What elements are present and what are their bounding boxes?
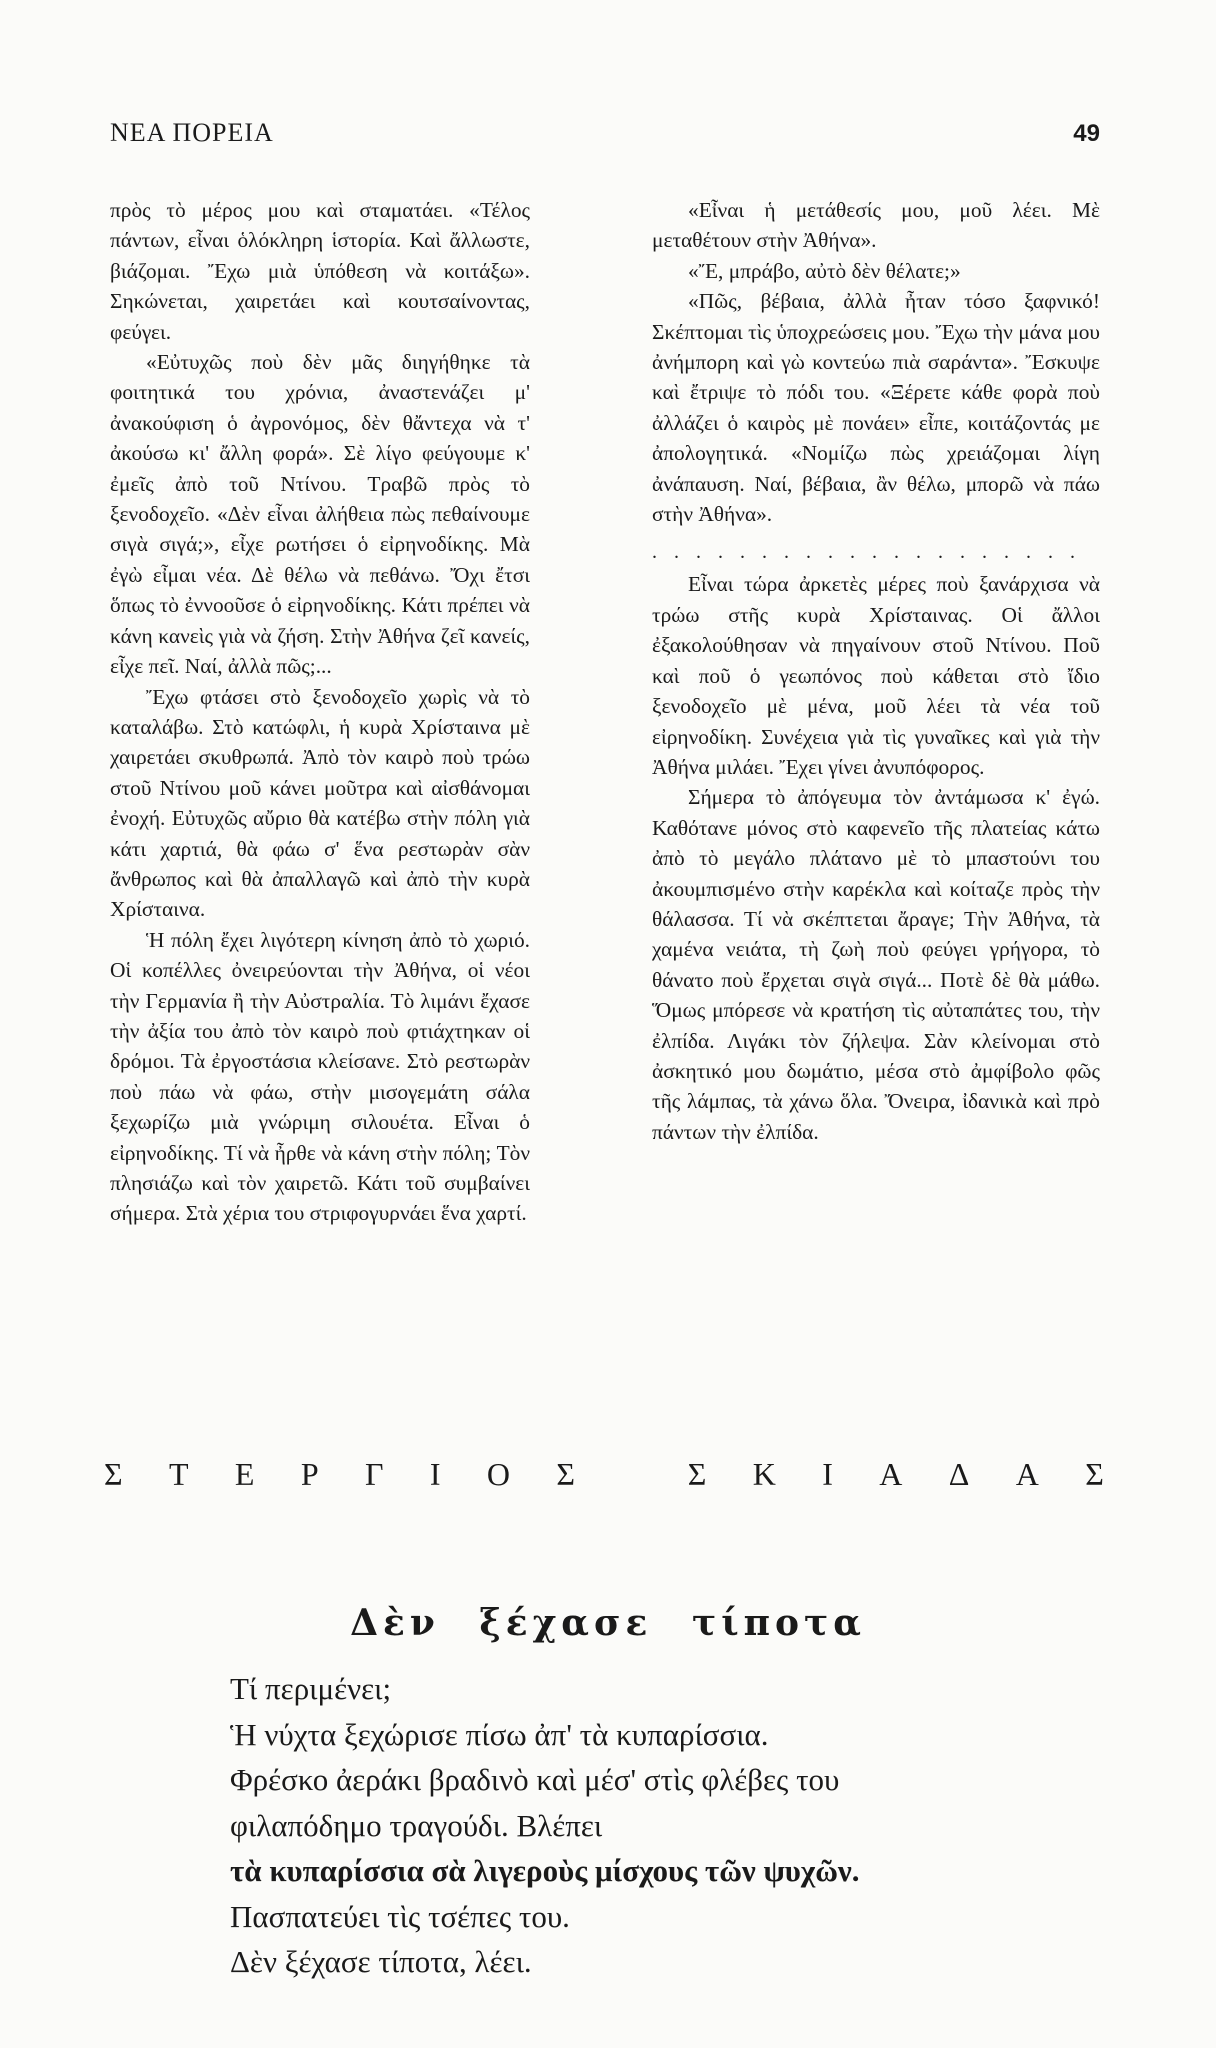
paragraph: Ἡ πόλη ἔχει λιγότερη κίνηση ἀπὸ τὸ χωριό. Οἱ κοπέλλες ὀνειρεύονται τὴν Ἀθήνα, οἱ νέοι τὴν Γερμανία ἢ τὴν Αὐστραλία. Τὸ λιμάνι ἔχασε τὴν ἀξία του ἀπὸ τὸν καιρὸ ποὺ φτιάχτηκαν οἱ δρόμοι. Τὰ ἐργοστάσια κλείσανε. Στὸ ρεστωρὰν ποὺ πάω νὰ φάω, στὴν μισογεμάτη σάλα ξεχωρίζω μιὰ γνώριμη σιλουέτα. Εἶναι ὁ εἰρηνοδίκης. Τί νὰ ἦρθε νὰ κάνη στὴν πόλη; Τὸν πλησιάζω καὶ τὸν χαιρετῶ. Κάτι τοῦ συμβαίνει σήμερα. Στὰ χέρια του στριφογυρνάει ἕνα χαρτί. bbox=[110, 927, 530, 1226]
paragraph: «Εὐτυχῶς ποὺ δὲν μᾶς διηγήθηκε τὰ φοιτητικά του χρόνια, ἀναστενάζει μ' ἀνακούφιση ὁ ἀγρονόμος, δὲν θἄντεχα νὰ τ' ἀκούσω κι' ἄλλη φορά». Σὲ λίγο φεύγουμε κ' ἐμεῖς ἀπὸ τοῦ Ντίνου. Τραβῶ πρὸς τὸ ξενοδοχεῖο. «Δὲν εἶναι ἀλήθεια πὼς πεθαίνουμε σιγὰ σιγά;», εἶχε ρωτήσει ὁ εἰρηνοδίκης. Μὰ ἐγὼ εἶμαι νέα. Δὲ θέλω νὰ πεθάνω. Ὄχι ἔτσι ὅπως τὸ ἐννοοῦσε ὁ εἰρηνοδίκης. Κάτι πρέπει νὰ κάνη κανεὶς γιὰ νὰ ζήση. Στὴν Ἀθήνα ζεῖ κανείς, εἶχε πεῖ. Ναί, ἀλλὰ πῶς;... bbox=[110, 350, 530, 679]
page-header bbox=[110, 118, 1100, 148]
author-letter: Ο bbox=[486, 1456, 511, 1492]
paragraph: Σήμερα τὸ ἀπόγευμα τὸν ἀντάμωσα κ' ἐγώ. Καθότανε μόνος στὸ καφενεῖο τῆς πλατείας κάτω ἀπὸ τὸ μεγάλο πλάτανο μὲ τὸ μπαστούνι του ἀκουμπισμένο στὴν καρέκλα καὶ κοίταζε πρὸς τὴν θάλασσα. Τί νὰ σκέπτεται ἄραγε; Τὴν Ἀθήνα, τὰ χαμένα νειάτα, τὴ ζωὴ ποὺ φεύγει γρήγορα, τὸ θάνατο ποὺ ἔρχεται σιγὰ σιγά... Ποτὲ δὲ θὰ μάθω. Ὅμως μπόρεσε νὰ κρατήση τὶς αὐταπάτες του, τὴν ἐλπίδα. Λιγάκι τὸν ζήλεψα. Σὰν κλείνομαι στὸ ἀσκητικό μου δωμάτιο, μέσα στὸ ἀμφίβολο φῶς τῆς λάμπας, τὰ χάνω ὅλα. Ὄνειρα, ἰδανικὰ καὶ πρὸ πάντων τὴν ἐλπίδα. bbox=[652, 785, 1100, 1144]
author-letter: Σ bbox=[1085, 1456, 1104, 1492]
author-letter: Ι bbox=[429, 1456, 441, 1492]
poem-title: Δὲν ξέχασε τίποτα bbox=[350, 1602, 866, 1644]
left-text-column bbox=[110, 195, 530, 1229]
poem-line: Φρέσκο ἀεράκι βραδινὸ καὶ μέσ' στὶς φλέβες του bbox=[230, 1762, 840, 1797]
author-letter: Ε bbox=[234, 1456, 255, 1492]
author-word-gap bbox=[621, 1456, 641, 1493]
page-number: 49 bbox=[1073, 120, 1100, 147]
poem-line: Πασπατεύει τὶς τσέπες του. bbox=[230, 1898, 570, 1934]
journal-title: ΝΕΑ ΠΟΡΕΙΑ bbox=[110, 118, 274, 147]
paragraph: Ἔχω φτάσει στὸ ξενοδοχεῖο χωρὶς νὰ τὸ καταλάβω. Στὸ κατώφλι, ἡ κυρὰ Χρίσταινα μὲ χαιρετάει σκυθρωπά. Ἀπὸ τὸν καιρὸ ποὺ τρώω στοῦ Ντίνου μοῦ κάνει μοῦτρα καὶ αἰσθάνομαι ἐνοχή. Εὐτυχῶς αὔριο θὰ κατέβω στὴν πόλη γιὰ κάτι χαρτιά, θὰ φάω σ' ἕνα ρεστωρὰν σὰν ἄνθρωπος καὶ θὰ ἀπαλλαγῶ καὶ ἀπὸ τὴν κυρὰ Χρίσταινα. bbox=[110, 684, 530, 922]
author-letter: Σ bbox=[687, 1456, 707, 1492]
author-letter: Σ bbox=[556, 1456, 576, 1492]
poem-line: φιλαπόδημο τραγούδι. Βλέπει bbox=[230, 1807, 603, 1843]
paragraph: «Πῶς, βέβαια, ἀλλὰ ἦταν τόσο ξαφνικό! Σκέπτομαι τὶς ὑποχρεώσεις μου. Ἔχω τὴν μάνα μου ἀνήμπορη καὶ γὼ κοντεύω πιὰ σαράντα». Ἔσκυψε καὶ ἔτριψε τὸ πόδι του. «Ξέρετε κάθε φορὰ ποὺ ἀλλάζει ὁ καιρὸς μὲ πονάει» εἶπε, κοιτάζοντάς με ἀπολογητικά. «Νομίζω πὼς χρειάζομαι λίγη ἀνάπαυση. Ναί, βέβαια, ἂν θέλω, μπορῶ νὰ πάω στὴν Ἀθήνα». bbox=[652, 289, 1100, 527]
right-text-column bbox=[652, 195, 1100, 1147]
author-letter: Γ bbox=[365, 1456, 384, 1492]
section-break-dots: . . . . . . . . . . . . . . . . . . . . bbox=[652, 541, 1081, 564]
author-letter: Α bbox=[1015, 1456, 1039, 1492]
author-name bbox=[104, 1456, 1104, 1493]
poem-line: Δὲν ξέχασε τίποτα, λέει. bbox=[230, 1944, 532, 1979]
author-letter: Α bbox=[879, 1456, 903, 1492]
poem-line: Ἡ νύχτα ξεχώρισε πίσω ἀπ' τὰ κυπαρίσσια. bbox=[230, 1716, 769, 1752]
paragraph: πρὸς τὸ μέρος μου καὶ σταματάει. «Τέλος πάντων, εἶναι ὁλόκληρη ἱστορία. Καὶ ἄλλωστε, βιάζομαι. Ἔχω μιὰ ὑπόθεση νὰ κοιτάξω». Σηκώνεται, χαιρετάει καὶ κουτσαίνοντας, φεύγει. bbox=[110, 198, 530, 344]
poem-line: Τί περιμένει; bbox=[230, 1671, 392, 1706]
author-letter: Ι bbox=[822, 1456, 833, 1492]
author-letter: Σ bbox=[104, 1456, 123, 1492]
paragraph: «Εἶναι ἡ μετάθεσίς μου, μοῦ λέει. Μὲ μεταθέτουν στὴν Ἀθήνα». bbox=[652, 198, 1100, 253]
author-letter: Ρ bbox=[300, 1456, 319, 1492]
author-letter: Κ bbox=[752, 1456, 776, 1492]
paragraph: Εἶναι τώρα ἀρκετὲς μέρες ποὺ ξανάρχισα νὰ τρώω στῆς κυρὰ Χρίσταινας. Οἱ ἄλλοι ἐξακολούθησαν νὰ πηγαίνουν στοῦ Ντίνου. Ποῦ καὶ ποῦ ὁ γεωπόνος ποὺ κάθεται στὸ ἴδιο ξενοδοχεῖο μὲ μένα, μοῦ λέει τὰ νέα τοῦ εἰρηνοδίκη. Συνέχεια γιὰ τὶς γυναῖκες καὶ γιὰ τὴν Ἀθήνα μιλάει. Ἔχει γίνει ἀνυπόφορος. bbox=[652, 572, 1100, 779]
author-letter: Τ bbox=[169, 1456, 189, 1492]
author-letter: Δ bbox=[948, 1456, 970, 1492]
paragraph: «Ἔ, μπράβο, αὐτὸ δὲν θέλατε;» bbox=[688, 258, 961, 283]
poem-body bbox=[230, 1666, 1130, 1985]
poem-line: τὰ κυπαρίσσια σὰ λιγεροὺς μίσχους τῶν ψυχῶν. bbox=[230, 1853, 860, 1888]
